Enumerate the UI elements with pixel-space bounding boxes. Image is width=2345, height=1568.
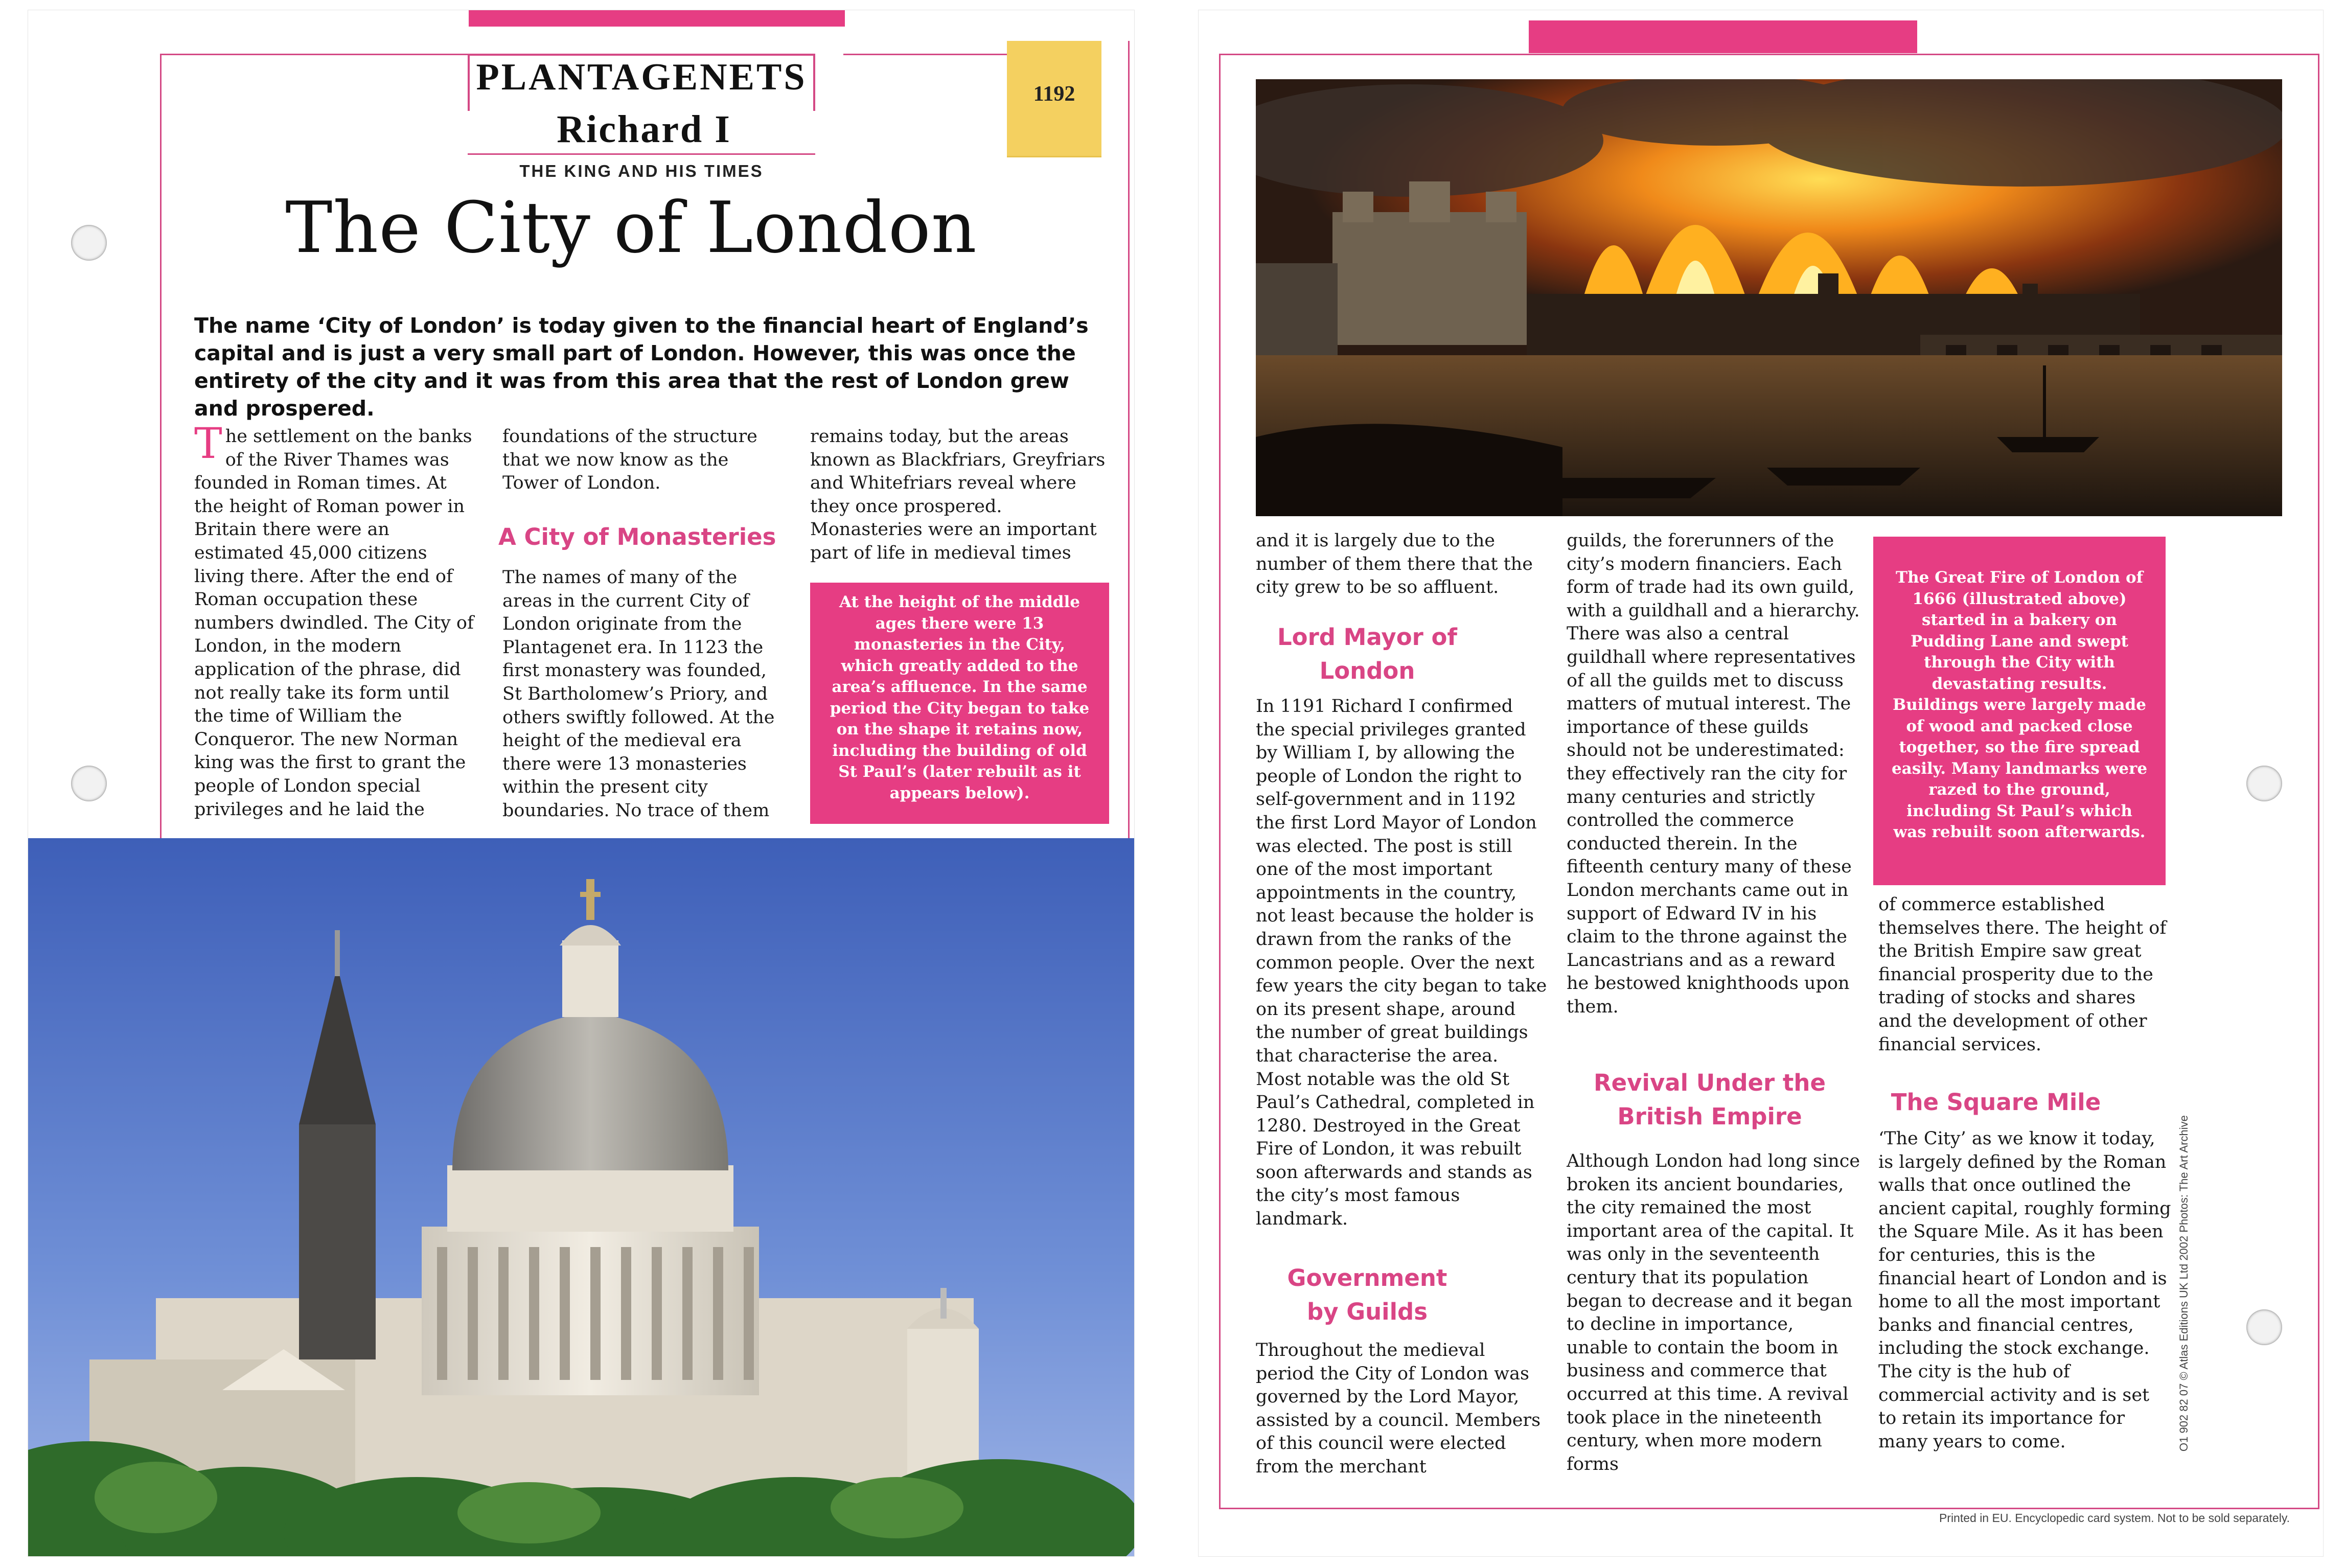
series-box [468,54,815,111]
column-2-text: The names of many of the areas in the current City of London originate from the Plantagenet era. In 1123 the first monastery was founded, St Bartholomew’s Priory, and others swiftly followed. At the height of the medieval era there were 13 monasteries within the present city boundaries. No trace of them [502,567,775,821]
heading-city-of-monasteries: A City of Monasteries [498,523,776,550]
card-number: 1192 [1033,82,1075,106]
column-2-text: guilds, the forerunners of the city’s modern financiers. Each form of trade had its own guild, with a guildhall and a hierarchy. There was also a central guildhall where representatives of all the guilds met to discuss matters of mutual interest. The importance of these guilds should not be underestimated: they effectively ran the city for many centuries and strictly controlled the commerce conducted therein. In the fifteenth century many of these London merchants came out in support of Edward IV in his claim to the throne against the Lancastrians and as a reward he bestowed knighthoods upon them. [1567,531,1860,1017]
subject-name: Richard I [557,108,731,151]
header-tab [469,10,845,27]
page-title: The City of London [285,187,977,269]
card-number-tab [1007,41,1101,157]
frame-bottom [1219,1508,2319,1509]
column-1-text: In 1191 Richard I confirmed the special privileges granted by William I, by allowing the people of London the right to self-government and in 1192 the first Lord Mayor of London was elected. The post is still one of the most important appointments in the country, not least because the holder is drawn from the ranks of the common people. Over the next few years the city began to take on its present shape, around the number of great buildings that characterise the area. Most notable was the old St Paul’s Cathedral, completed in 1280. Destroyed in the Great Fire of London, it was rebuilt soon afterwards and stands as the city’s most famous landmark. [1256,696,1547,1230]
tagline: THE KING AND HIS TIMES [519,162,764,180]
column-1-top: and it is largely due to the number of them there that the city grew to be so affluent. [1256,531,1533,598]
binder-hole [71,766,107,801]
column-2-text-2: Although London had long since broken its ancient boundaries, the city remained the most important area of the capital. It was only in the seventeenth century that its population began to decrease and it began to decline in importance, unable to contain the boom in business and commerce that occurred at this time. A revival took place in the nineteenth century, when more modern forms [1567,1151,1860,1474]
right-card [1199,10,2323,1556]
great-fire-painting [1256,79,2282,516]
column-1 [194,420,480,821]
frame-right [1128,41,1130,843]
frame-right [2318,54,2319,1509]
frame-left [1219,54,1221,1509]
st-pauls-illustration [28,838,1134,1556]
intro-paragraph: The name ‘City of London’ is today given to the financial heart of England’s capital and is just a very small part of London. However, this was once the entirety of the city and it was from this area that the rest of London grew and prospered. [194,313,1089,421]
series-title: PLANTAGENETS [476,56,807,98]
callout-box: The Great Fire of London of 1666 (illustrated above) started in a bakery on Pudding Lane and swept through the City with devastating results. Buildings were largely made of wood and packed close together, so the fire spread easily. Many landmarks were razed to the ground, including St Paul’s which was rebuilt soon afterwards. [1873,537,2166,885]
subject-underline [468,153,815,155]
callout-box: At the height of the middle ages there were 13 monasteries in the City, which greatly added to the area’s affluence. In the same period the City began to take on the shape it retains now, including the building of old St Paul’s (later rebuilt as it appears below). [810,583,1109,824]
column-3-text-2: ‘The City’ as we know it today, is largely defined by the Roman walls that once outlined the ancient capital, roughly forming the Square Mile. As it has been for centuries, this is the financial heart of London and is home to all the most important banks and financial centres, including the stock exchange. The city is the hub of commercial activity and is set to retain its importance for many years to come. [1878,1128,2171,1452]
heading-square-mile: The Square Mile [1891,1089,2101,1116]
drop-cap: T [194,420,222,468]
left-card [28,10,1134,1556]
frame-top [1219,54,2318,55]
footer-note: Printed in EU. Encyclopedic card system. Not to be sold separately. [1939,1511,2290,1525]
credits-vertical: O1 902 82 07 © Atlas Editions UK Ltd 2002 Photos: The Art Archive [2177,1115,2190,1451]
st-pauls-photo [28,838,1134,1556]
binder-hole [2246,1309,2282,1345]
heading-revival-british-empire: Revival Under the British Empire [1594,1069,1826,1130]
column-2-top: foundations of the structure that we now know as the Tower of London. [502,426,757,494]
heading-lord-mayor: Lord Mayor of London [1277,624,1458,684]
great-fire-illustration [1256,79,2282,516]
heading-government-by-guilds: Government by Guilds [1287,1264,1447,1325]
header-tab [1529,20,1917,53]
column-3-text: of commerce established themselves there. The height of the British Empire saw great financial prosperity due to the trading of stocks and shares and the development of other financial services. [1878,894,2167,1055]
binder-hole [71,225,107,261]
column-1-text: he settlement on the banks of the River Thames was founded in Roman times. At the height of Roman power in Britain there were an estimated 45,000 citizens living there. After the end of Roman occupation these numbers dwindled. The City of London, in the modern application of the phrase, did not really take its form until the time of William the Conqueror. The new Norman king was the first to grant the people of London special privileges and he laid the [194,426,474,820]
column-3-text: remains today, but the areas known as Blackfriars, Greyfriars and Whitefriars reveal where they once prospered. Monasteries were an important part of life in medieval times [810,426,1106,563]
binder-hole [2246,766,2282,801]
column-1-text-2: Throughout the medieval period the City of London was governed by the Lord Mayor, assisted by a council. Members of this council were elected from the merchant [1256,1340,1541,1477]
frame-top [160,54,497,55]
frame-left [160,54,162,843]
